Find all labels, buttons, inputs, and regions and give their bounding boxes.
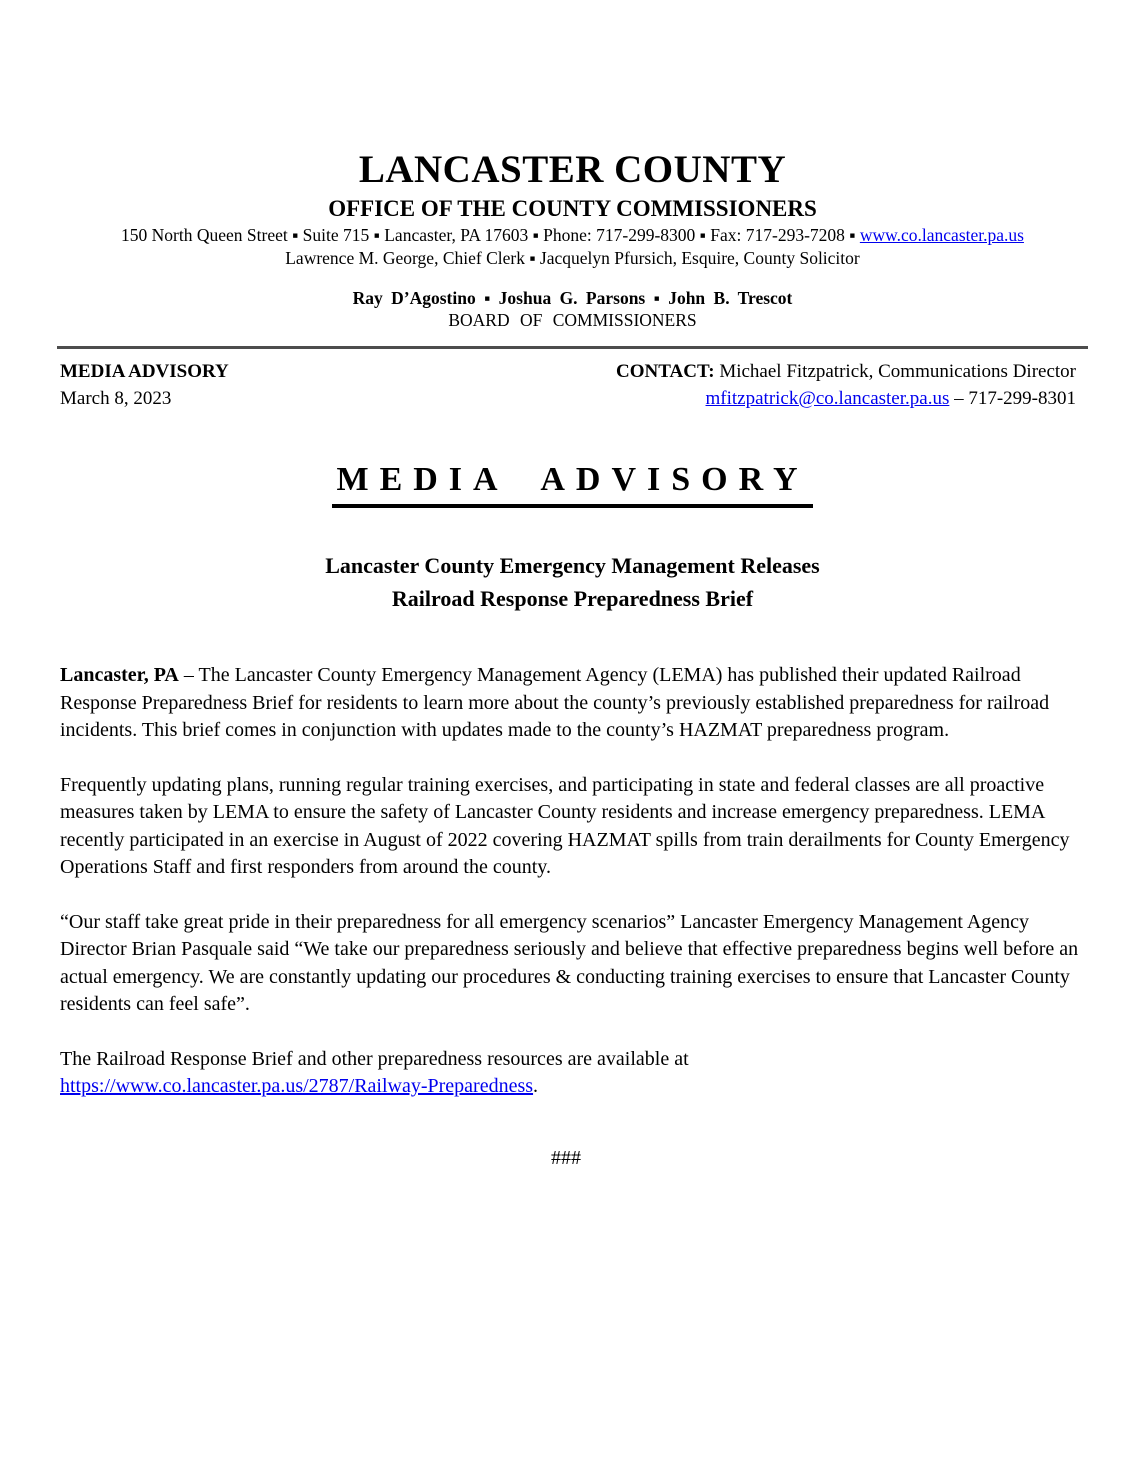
paragraph-4 bbox=[60, 1046, 1080, 1101]
release-subtitle bbox=[57, 549, 1088, 615]
dateline: Lancaster, PA bbox=[60, 664, 179, 686]
paragraph-3: “Our staff take great pride in their preparedness for all emergency scenarios” Lancaster Emergency Management Agency Director Brian Pasquale said “We take our preparedness seriously and believe that effective preparedness begins well before an actual emergency. We are constantly updating our procedures & conducting training exercises to ensure that Lancaster County residents can feel safe”. bbox=[60, 910, 1079, 1015]
contact-block bbox=[616, 358, 1088, 412]
paragraph-2: Frequently updating plans, running regular training exercises, and participating in state and federal classes are all proactive measures taken by LEMA to ensure the safety of Lancaster County residents and increase emergency preparedness. LEMA recently participated in an exercise in August of 2022 covering HAZMAT spills from train derailments for County Emergency Operations Staff and first responders from around the county. bbox=[60, 773, 1070, 878]
commissioners-names: Ray D’Agostino ▪ Joshua G. Parsons ▪ John B. Trescot bbox=[352, 288, 793, 308]
header-divider bbox=[57, 346, 1088, 349]
office-title: OFFICE OF THE COUNTY COMMISSIONERS bbox=[328, 196, 817, 221]
advisory-contact-bar bbox=[57, 358, 1088, 412]
subtitle-line-1: Lancaster County Emergency Management Releases bbox=[325, 553, 820, 578]
railway-preparedness-link[interactable]: https://www.co.lancaster.pa.us/2787/Railway-Preparedness bbox=[60, 1075, 534, 1097]
address-line bbox=[57, 224, 1088, 247]
board-of-commissioners-label: BOARD OF COMMISSIONERS bbox=[448, 310, 697, 330]
advisory-meta bbox=[57, 358, 229, 412]
contact-label: CONTACT: bbox=[616, 361, 715, 382]
county-website-link[interactable]: www.co.lancaster.pa.us bbox=[859, 225, 1024, 245]
county-title: LANCASTER COUNTY bbox=[358, 148, 787, 191]
paragraph-4-text: The Railroad Response Brief and other preparedness resources are available at bbox=[60, 1047, 689, 1070]
advisory-date: March 8, 2023 bbox=[60, 388, 172, 409]
end-mark: ### bbox=[551, 1146, 581, 1169]
body-copy bbox=[57, 662, 1088, 1170]
contact-phone: – 717-299-8301 bbox=[949, 388, 1076, 409]
contact-email-link[interactable]: mfitzpatrick@co.lancaster.pa.us bbox=[705, 388, 950, 409]
media-advisory-headline: MEDIA ADVISORY bbox=[332, 461, 812, 508]
paragraph-1-text: – The Lancaster County Emergency Management Agency (LEMA) has published their updated Railroad Response Preparedness Brief for residents to learn more about the county’s previously established preparedness for railroad incidents. This brief comes in conjunction with updates made to the county’s HAZMAT preparedness program. bbox=[60, 664, 1050, 741]
paragraph-4-period: . bbox=[533, 1075, 539, 1097]
headline-wrap bbox=[57, 461, 1088, 508]
address-text: 150 North Queen Street ▪ Suite 715 ▪ Lancaster, PA 17603 ▪ Phone: 717-299-8300 ▪ Fax: 717-293-7208 ▪ bbox=[121, 225, 860, 245]
contact-name: Michael Fitzpatrick, Communications Director bbox=[714, 361, 1076, 382]
subtitle-line-2: Railroad Response Preparedness Brief bbox=[391, 586, 754, 611]
letterhead bbox=[57, 148, 1088, 331]
paragraph-1 bbox=[60, 662, 1080, 745]
clerk-solicitor-line: Lawrence M. George, Chief Clerk ▪ Jacquelyn Pfursich, Esquire, County Solicitor bbox=[285, 248, 860, 268]
contact-line bbox=[616, 358, 1076, 385]
advisory-type-label: MEDIA ADVISORY bbox=[60, 361, 229, 382]
contact-email-line bbox=[616, 385, 1076, 412]
